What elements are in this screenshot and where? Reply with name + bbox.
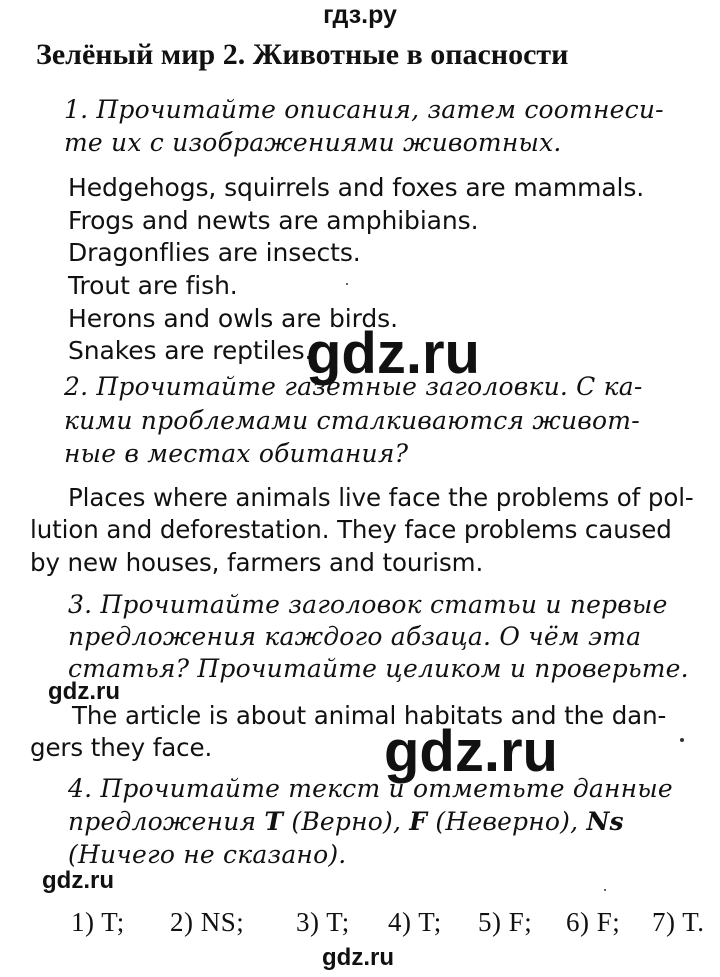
answer-4-item-6: 6) F;: [566, 907, 621, 937]
answer-3-line-2: gers they face.: [30, 733, 213, 762]
answer-4-item-2: 2) NS;: [170, 907, 245, 937]
answer-4-item-3: 3) T;: [296, 907, 350, 937]
scan-speck: [604, 889, 606, 891]
task-3-line-3: статья? Прочитайте целиком и проверьте.: [68, 654, 689, 683]
task-2-line-2: кими проблемами сталкиваются живот-: [64, 406, 640, 435]
answer-4-item-4: 4) T;: [388, 907, 442, 937]
task-4-line-2: [68, 805, 624, 839]
watermark-large-2: gdz.ru: [384, 719, 558, 784]
answer-4-item-5: 5) F;: [478, 907, 533, 937]
task-2-line-3: ные в местах обитания?: [64, 439, 409, 468]
task-1-line-2: те их с изображениями животных.: [64, 128, 562, 157]
answer-1-line-2: Frogs and newts are amphibians.: [68, 206, 479, 235]
watermark-small-2: gdz.ru: [42, 867, 114, 894]
answer-1-line-5: Herons and owls are birds.: [68, 304, 398, 333]
mark-false: F: [409, 807, 428, 836]
label-false: (Неверно),: [427, 807, 587, 836]
scan-speck: [346, 283, 348, 285]
scan-speck: [680, 738, 684, 742]
task-4-line-3: (Ничего не сказано).: [68, 840, 347, 869]
answer-1-line-4: Trout are fish.: [68, 271, 238, 300]
answer-1-line-3: Dragonflies are insects.: [68, 238, 361, 267]
answer-3-line-1: The article is about animal habitats and the dan-: [72, 701, 667, 730]
task-3-line-2: предложения каждого абзаца. О чём эта: [68, 622, 642, 651]
answer-2-line-2: lution and deforestation. They face problems caused: [30, 515, 672, 544]
watermark-small-3: gdz.ru: [322, 944, 394, 971]
answer-1-line-6: Snakes are reptiles.: [68, 336, 313, 365]
watermark-small-1: gdz.ru: [48, 678, 120, 705]
task-4-line-2-prefix: предложения: [68, 807, 265, 836]
answer-1-line-1: Hedgehogs, squirrels and foxes are mammals.: [68, 173, 645, 202]
answer-2-line-3: by new houses, farmers and tourism.: [30, 548, 484, 577]
mark-not-stated: Ns: [586, 807, 624, 836]
answer-2-line-1: Places where animals live face the problems of pol-: [68, 483, 694, 512]
answer-4-item-1: 1) T;: [71, 907, 125, 937]
label-true: (Верно),: [283, 807, 410, 836]
page-title: Зелёный мир 2. Животные в опасности: [36, 38, 569, 71]
mark-true: T: [264, 807, 284, 836]
site-header: гдз.ру: [323, 1, 397, 29]
task-1-line-1: 1. Прочитайте описания, затем соотнеси-: [64, 95, 664, 124]
watermark-large-1: gdz.ru: [306, 321, 480, 386]
task-2-line-1: 2. Прочитайте газетные заголовки. С ка-: [64, 372, 643, 401]
task-4-line-1: 4. Прочитайте текст и отметьте данные: [68, 774, 673, 803]
answer-4-item-7: 7) T.: [652, 907, 705, 937]
task-3-line-1: 3. Прочитайте заголовок статьи и первые: [68, 590, 668, 619]
